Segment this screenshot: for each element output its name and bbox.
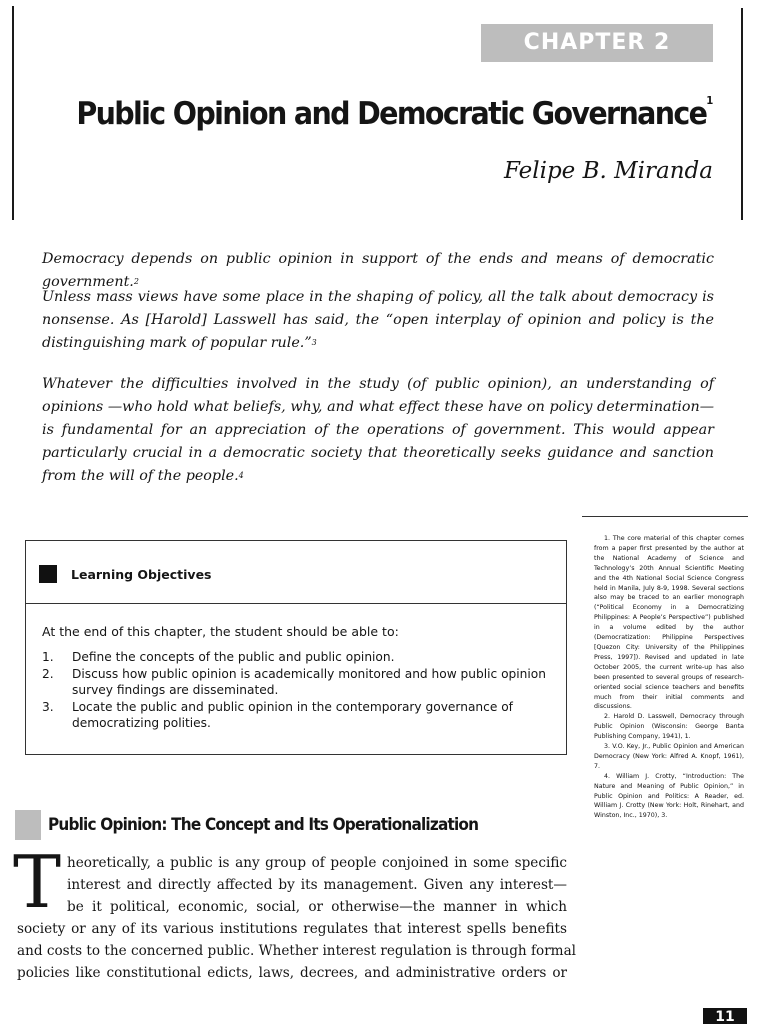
footnote: 4. William J. Crotty, “Introduction: The Nature and Meaning of Public Opinion,” in Public Opinion and Politics: A Reader, ed. William J. Crotty (New York: Holt, Rinehart, and Winston, Inc., 1970), 3. bbox=[594, 772, 744, 820]
learning-objectives-box bbox=[25, 540, 567, 755]
footnotes bbox=[594, 534, 744, 821]
objective-number: 3. bbox=[42, 700, 54, 714]
page-number: 11 bbox=[703, 1008, 747, 1024]
epigraph-text: Democracy depends on public opinion in support of the ends and means of democratic government. bbox=[42, 251, 714, 290]
body-text-line: be it political, economic, social, or otherwise—the manner in which bbox=[67, 899, 567, 915]
objective-item bbox=[42, 699, 552, 731]
learning-objectives-intro: At the end of this chapter, the student should be able to: bbox=[42, 624, 399, 639]
title-text: Public Opinion and Democratic Governance bbox=[76, 96, 706, 132]
body-text-line: interest and directly affected by its management. Given any interest— bbox=[67, 877, 567, 893]
header-right-rule bbox=[741, 8, 743, 220]
header-left-rule bbox=[12, 6, 14, 220]
body-text-line: heoretically, a public is any group of people conjoined in some specific bbox=[67, 855, 567, 871]
objective-number: 1. bbox=[42, 650, 54, 664]
epigraph-text: Unless mass views have some place in the shaping of policy, all the talk about democracy is nonsense. As [Harold] Lasswell has said, the “open interplay of opinion and policy is the distinguishing mark of popular rule.” bbox=[42, 289, 714, 351]
epigraph-3 bbox=[42, 373, 714, 488]
footnote-marker: 3 bbox=[311, 338, 317, 347]
objective-text: Define the concepts of the public and public opinion. bbox=[72, 650, 395, 664]
footnote-rule bbox=[582, 516, 748, 517]
footnote: 1. The core material of this chapter comes from a paper first presented by the author at the National Academy of Science and Technology’s 20th Annual Scientific Meeting and the 4th National Social Science Congress held in Manila, July 8-9, 1998. Several sections also may be traced to an earlier monograph (“Political Economy in a Democratizing Philippines: A People’s Perspective”) published in a volume edited by the author (Democratization: Philippine Perspectives [Quezon City: University of the Philippines Press, 1997]). Revised and updated in late October 2005, the current write-up has also been presented to several groups of research-oriented social science teachers and benefits much from their initial comments and discussions. bbox=[594, 535, 744, 711]
learning-objectives-header bbox=[26, 541, 566, 604]
epigraph-text: Whatever the difficulties involved in the study (of public opinion), an understanding of opinions —who hold what beliefs, why, and what effect these have on policy determination—is fundamental for an appreciation of the operations of government. This would appear particularly crucial in a democratic society that theoretically seeks guidance and sanction from the will of the people. bbox=[42, 376, 714, 484]
drop-cap: T bbox=[13, 840, 62, 924]
chapter-label: CHAPTER 2 bbox=[481, 24, 713, 62]
learning-objectives-title: Learning Objectives bbox=[71, 567, 212, 582]
square-bullet-icon bbox=[39, 565, 57, 583]
title-footnote-marker: 1 bbox=[705, 94, 713, 107]
epigraph-2 bbox=[42, 286, 714, 355]
footnote-marker: 2 bbox=[133, 277, 139, 286]
body-text-line: society or any of its various institutions regulates that interest spells benefits bbox=[17, 921, 567, 937]
section-marker-icon bbox=[15, 810, 41, 840]
objective-text: Discuss how public opinion is academically monitored and how public opinion survey findings are disseminated. bbox=[72, 667, 546, 697]
footnote-marker: 4 bbox=[238, 471, 244, 480]
body-text-line: and costs to the concerned public. Whether interest regulation is through formal bbox=[17, 943, 577, 959]
footnote: 3. V.O. Key, Jr., Public Opinion and American Democracy (New York: Alfred A. Knopf, 1961), 7. bbox=[594, 743, 744, 770]
author-name: Felipe B. Miranda bbox=[503, 158, 713, 184]
learning-objectives-list bbox=[42, 649, 552, 732]
objective-item bbox=[42, 666, 552, 698]
objective-text: Locate the public and public opinion in the contemporary governance of democratizing polities. bbox=[72, 700, 513, 730]
objective-item bbox=[42, 649, 552, 665]
page-title bbox=[76, 96, 713, 132]
body-text-line: policies like constitutional edicts, laws, decrees, and administrative orders or bbox=[17, 965, 567, 981]
footnote: 2. Harold D. Lasswell, Democracy through Public Opinion (Wisconsin: George Banta Publishing Company, 1941), 1. bbox=[594, 713, 744, 741]
section-heading: Public Opinion: The Concept and Its Operationalization bbox=[48, 815, 479, 835]
objective-number: 2. bbox=[42, 667, 54, 681]
